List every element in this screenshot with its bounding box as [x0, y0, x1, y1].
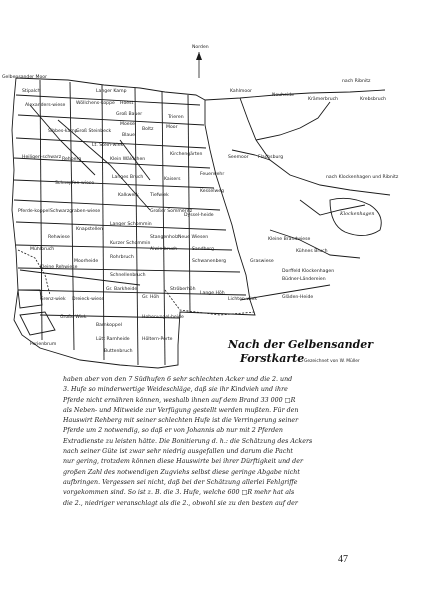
map-label: Schnellenbruch — [110, 273, 146, 278]
map-label: nach Klockenhagen und Ribnitz — [326, 175, 399, 180]
map-label: Barnkoppel — [96, 323, 122, 328]
map-label: Buttenbruch — [104, 349, 133, 354]
map-label: Dreieck-wiese — [72, 297, 105, 302]
body-line: 3. Hufe so minderwertige Weideschläge, daß sie ihr Kindvieh und ihre — [63, 386, 288, 394]
map-label: Ströberhöh — [170, 287, 196, 292]
map-label: Gelbensander Moor — [2, 75, 47, 80]
map-label: Ferienbrum — [30, 342, 57, 347]
map-title-line2: Forstkarte — [240, 352, 305, 365]
map-label: Flachsburg — [258, 155, 284, 160]
map-label: Kahlmoor — [230, 89, 252, 94]
body-line: aufbringen. Vergessen sei nicht, daß bei der Schätzung allerlei Fehlgriffe — [63, 478, 298, 486]
north-label: Norden — [192, 45, 209, 50]
map-label: nach Ribnitz — [342, 79, 371, 84]
map-label: Gr. Barkheide — [106, 287, 138, 292]
map-label: Dyssel-heide — [184, 213, 214, 218]
map-label: Moese — [120, 122, 135, 127]
map-label: Langer Schommin — [110, 222, 152, 227]
map-label: Kleine Rehwiese — [40, 265, 78, 270]
map-label: Gr. Höh — [142, 295, 160, 300]
map-label: Pferde-koppel — [18, 209, 50, 214]
map-label: Knapstellen — [76, 227, 103, 232]
body-line: als Neben- und Mitweide zur Verfügung gestellt werden mußten. Für den — [63, 406, 299, 414]
map-label: Groß Steinbeck — [76, 129, 112, 134]
map-label: Stangenholz — [150, 235, 179, 240]
map-label: Aiwin-bruch — [150, 247, 178, 252]
map-label: Graswiese — [250, 259, 274, 264]
map-label: Höltern-Porte — [142, 337, 173, 342]
map-label: Rohrbruch — [110, 255, 134, 260]
map-label: Kaisers — [164, 177, 181, 182]
body-line: die 2., niedriger veranschlagt als die 2., obwohl sie zu den besten auf der — [63, 499, 298, 507]
map-label: Klockenhagen — [340, 212, 375, 217]
map-label: Rehwiese — [48, 235, 70, 240]
body-line: Extradienste zu leisten hätte. Die Bonitierung d. h.: die Schätzung des Ackers — [63, 437, 313, 445]
north-arrow-icon — [192, 44, 209, 78]
map-label: Lütt Ramheide — [96, 337, 130, 342]
map-label: Mühlbruch — [30, 247, 55, 252]
map-label: Großer Sommeritz — [150, 209, 193, 214]
map-label: Blaue — [122, 133, 135, 138]
map-label: Gläden-Heide — [282, 295, 314, 300]
body-line: vorgekommen sind. So ist z. B. die 3. Hufe, welche 600 □R mehr hat als — [63, 489, 295, 497]
map-label: Rehberg — [62, 157, 82, 162]
map-label: Sibbes-kamp — [48, 129, 78, 134]
map-label: Langes Bruch — [112, 175, 144, 180]
map-label: Kurzer Schommin — [110, 241, 151, 246]
body-line: Pferde nicht ernähren können, weshalb ihnen auf dem Brand 33 000 □R — [63, 396, 296, 404]
map-label: Dorffeld Klockenhagen — [282, 269, 335, 274]
map-label: Alexanders-wiese — [25, 103, 66, 108]
map-label: Lt. Stein-wiek — [92, 143, 124, 148]
map-label: Lichten-wiek — [228, 297, 257, 302]
map-label: Trieren — [168, 115, 184, 120]
map-label: Neuheide — [272, 93, 294, 98]
body-line: haben aber von den 7 Südhufen 6 sehr schlechten Acker und die 2. und — [63, 376, 293, 383]
body-text — [63, 375, 361, 509]
body-line: Hauswirt Rehberg mit seiner schlechten Hufe ist die Verringerung seiner — [63, 417, 299, 425]
map-label: Moor — [166, 125, 178, 130]
map-label: Kirchengärten — [170, 152, 203, 157]
map-label: Lange Höh — [200, 291, 225, 296]
map-label: Kühnes Bruch — [296, 249, 328, 254]
map-label: Stipalch — [22, 89, 41, 94]
map-label: Kleine Brandwiese — [268, 237, 311, 242]
map-label: Sandberg — [192, 247, 215, 252]
map-label: Krämerbruch — [308, 97, 339, 102]
map-label: Groß Bauer — [116, 112, 143, 117]
map-label: Moorheide — [74, 259, 99, 264]
map-label: Boltz — [142, 127, 154, 132]
map-label: Langer Kamp — [96, 89, 127, 94]
map-label: Schnepfen-wiese — [55, 181, 95, 186]
map-label: Büdner-Ländereien — [282, 277, 326, 282]
map-label: Hoest — [120, 101, 134, 106]
map-label: Tiefwiek — [150, 193, 169, 198]
body-line: großen Zahl des notwendigen Zugviehs selbst diese geringe Abgabe nicht — [63, 468, 300, 476]
map-label: Wöllchens-koppe — [76, 101, 115, 106]
map-label: Schwarzgraben-wiese — [50, 209, 101, 214]
body-line: nur gering, trotzdem können diese Hauswirte bei ihrer Dürftigkeit und der — [63, 458, 303, 466]
map-label: Schwanenberg — [192, 259, 227, 264]
map-label: Seemoor — [228, 155, 249, 160]
map-label: Kalkwerk — [118, 193, 139, 198]
map-label: Große Wiek — [60, 315, 87, 320]
map-label: Kesselweg — [200, 189, 224, 194]
map-label: Feuerwehr — [200, 172, 225, 177]
map-label: Neue Wiesen — [178, 235, 209, 240]
map-label: Heiligen-schwarz — [22, 155, 62, 160]
map-credit: Gezeichnet von W. Müller — [304, 359, 360, 364]
body-line: nach seiner Güte ist zwar sehr niedrig ausgefallen und darum die Pacht — [63, 448, 293, 456]
map-title: Nach der Gelbensander — [228, 338, 374, 351]
map-label: Klein Wäldchen — [110, 157, 146, 162]
map-label: Krebsbruch — [360, 97, 387, 102]
map-label: Hohenvogel-heide — [142, 315, 184, 320]
page-number: 47 — [338, 554, 348, 565]
body-line: Pferde um 2 notwendig, so daß er von Johannis ab nur mit 2 Pferden — [63, 427, 283, 435]
map-label: Grenz-wiek — [40, 297, 66, 302]
